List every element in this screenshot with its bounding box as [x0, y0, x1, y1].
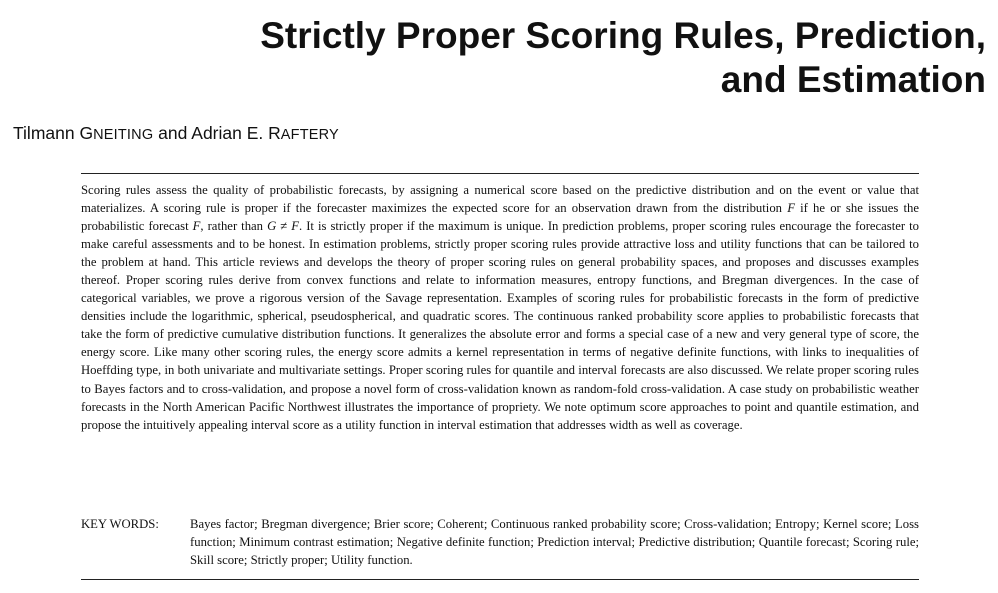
author-conjunction: and Adrian E. — [153, 123, 269, 143]
author-list — [13, 122, 339, 146]
paper-title-line-2: and Estimation — [720, 59, 986, 100]
abstract-text-1: Scoring rules assess the quality of probabilistic forecasts, by assigning a numerical score based on the predictive distribution and on the event or value that materializes. A scoring rule is proper if the forecaster maximizes the expected score for an observation drawn from the distribution — [81, 183, 919, 216]
keywords-label: KEY WORDS: — [81, 517, 159, 531]
abstract-var-f: F — [787, 201, 795, 216]
not-equal-symbol: ≠ — [276, 219, 292, 234]
author-2-surname-rest: AFTERY — [280, 127, 339, 143]
author-1-first-name: Tilmann — [13, 123, 80, 143]
bottom-divider — [81, 579, 919, 580]
abstract — [81, 181, 919, 434]
keywords-block — [81, 515, 919, 569]
abstract-var-f: F — [192, 219, 201, 234]
abstract-var-g: G — [267, 219, 277, 234]
paper-title-line-1: Strictly Proper Scoring Rules, Prediction, — [260, 15, 986, 56]
keywords-list: Bayes factor; Bregman divergence; Brier score; Coherent; Continuous ranked probability score; Cross-validation; Entropy; Kernel score; Loss function; Minimum contrast estimation; Negative definite function; Prediction interval; Predictive distribution; Quantile forecast; Scoring rule; Skill score; Strictly proper; Utility function. — [190, 517, 919, 568]
author-1-surname-rest: NEITING — [93, 127, 154, 143]
top-divider — [81, 173, 919, 174]
abstract-var-f: F — [291, 219, 300, 234]
author-1-surname-initial: G — [79, 123, 94, 143]
abstract-text-2: if he or she issues the probabilistic forecast — [81, 201, 919, 234]
abstract-text-4: . It is strictly proper if the maximum is unique. In prediction problems, proper scoring rules encourage the forecaster to make careful assessments and to be honest. In estimation problems, strictly proper scoring rules provide attractive loss and utility functions that can be tailored to the problem at hand. This article reviews and develops the theory of proper scoring rules on general probability spaces, and proposes and discusses examples thereof. Proper scoring rules derive from convex functions and relate to information measures, entropy functions, and Bregman divergences. In the case of categorical variables, we prove a rigorous version of the Savage representation. Examples of scoring rules for probabilistic forecasts in the form of predictive densities include the logarithmic, spherical, pseudospherical, and quadratic scores. The continuous ranked probability score applies to probabilistic forecasts that take the form of predictive cumulative distribution functions. It generalizes the absolute error and forms a special case of a new and very general type of score, the energy score. Like many other scoring rules, the energy score admits a kernel representation in terms of negative definite functions, with links to inequalities of Hoeffding type, in both univariate and multivariate settings. Proper scoring rules for quantile and interval forecasts are also discussed. We relate proper scoring rules to Bayes factors and to cross-validation, and propose a novel form of cross-validation known as random-fold cross-validation. A case study on probabilistic weather forecasts in the North American Pacific Northwest illustrates the importance of propriety. We note optimum score approaches to point and quantile estimation, and propose the intuitively appealing interval score as a utility function in interval estimation that addresses width as well as coverage. — [81, 219, 920, 432]
author-2-surname-initial: R — [268, 123, 281, 143]
paper-title — [260, 14, 986, 102]
abstract-text-3: , rather than — [200, 219, 268, 234]
